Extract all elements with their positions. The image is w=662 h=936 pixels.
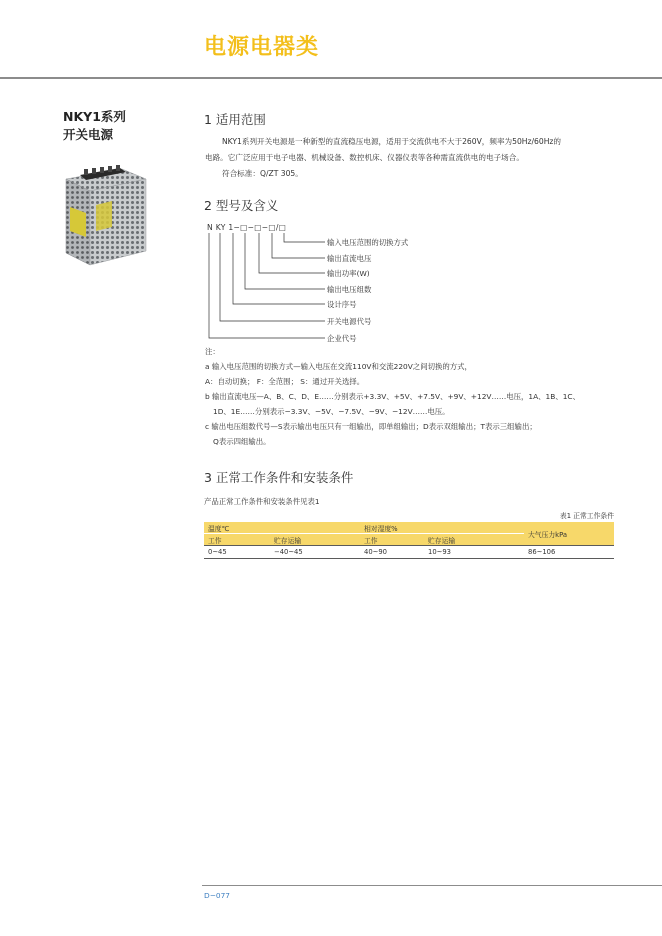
humidity-work-header: 工作 <box>360 534 424 546</box>
table-caption: 表1 正常工作条件 <box>559 512 614 520</box>
label-output-power: 输出功率(W) <box>327 269 370 278</box>
product-name-line1: NKY1系列 <box>63 109 126 124</box>
section1-paragraph-line1: NKY1系列开关电源是一种新型的直流稳压电源，适用于交流供电不大于260V，频率为50Hz/60Hz的 <box>222 137 562 146</box>
label-voltage-groups: 输出电压组数 <box>327 285 372 294</box>
temp-work-value: 0~45 <box>204 546 270 559</box>
model-code-diagram <box>205 222 445 344</box>
pressure-value: 86~106 <box>524 546 614 559</box>
temp-work-header: 工作 <box>204 534 270 546</box>
label-company-code: 企业代号 <box>327 334 357 343</box>
model-code: N KY 1−□−□−□/□ <box>207 223 287 232</box>
note-b-cont: 1D、1E……分别表示−3.3V、−5V、−7.5V、−9V、−12V……电压。 <box>213 407 450 416</box>
humidity-header: 相对湿度% <box>360 522 524 534</box>
conditions-table <box>204 522 614 559</box>
notes <box>205 344 580 449</box>
note-c: c 输出电压组数代号—S表示输出电压只有一组输出，即单组输出；D表示双组输出；T表示三组输出； <box>205 422 537 431</box>
humidity-work-value: 40~90 <box>360 546 424 559</box>
footer-divider <box>202 885 662 886</box>
section2-heading: 2 型号及含义 <box>204 198 279 213</box>
product-name <box>63 108 126 144</box>
temp-storage-header: 贮存运输 <box>270 534 360 546</box>
section1-standard: 符合标准：Q/ZT 305。 <box>222 169 303 178</box>
label-design-number: 设计序号 <box>327 300 357 309</box>
page-title: 电源电器类 <box>204 35 320 60</box>
temp-header: 温度℃ <box>204 522 360 534</box>
section3-intro: 产品正常工作条件和安装条件见表1 <box>204 497 320 506</box>
section3-heading: 3 正常工作条件和安装条件 <box>204 470 354 485</box>
pressure-header: 大气压力kPa <box>524 522 614 546</box>
note-a-options: A：自动切换； F：全范围； S：通过开关选择。 <box>205 377 365 386</box>
label-output-voltage: 输出直流电压 <box>327 254 372 263</box>
humidity-storage-header: 贮存运输 <box>424 534 524 546</box>
note-a: a 输入电压范围的切换方式—输入电压在交流110V和交流220V之间切换的方式， <box>205 362 472 371</box>
label-psu-code: 开关电源代号 <box>327 317 372 326</box>
section1-paragraph-line2: 电路。它广泛应用于电子电器、机械设备、数控机床、仪器仪表等各种需直流供电的电子场合。 <box>205 153 524 162</box>
temp-storage-value: −40~45 <box>270 546 360 559</box>
humidity-storage-value: 10~93 <box>424 546 524 559</box>
table-row <box>204 546 614 559</box>
page-number: D−077 <box>204 891 230 900</box>
section1-heading: 1 适用范围 <box>204 112 266 127</box>
product-image <box>60 165 150 270</box>
note-b: b 输出直流电压—A、B、C、D、E……分别表示+3.3V、+5V、+7.5V、+9V、+12V……电压，1A、1B、1C、 <box>205 392 580 401</box>
header-divider <box>0 77 662 79</box>
product-name-line2: 开关电源 <box>63 127 114 142</box>
note-c-cont: Q表示四组输出。 <box>213 437 271 446</box>
label-switch-mode: 输入电压范围的切换方式 <box>327 238 409 247</box>
note-title: 注： <box>205 347 220 356</box>
